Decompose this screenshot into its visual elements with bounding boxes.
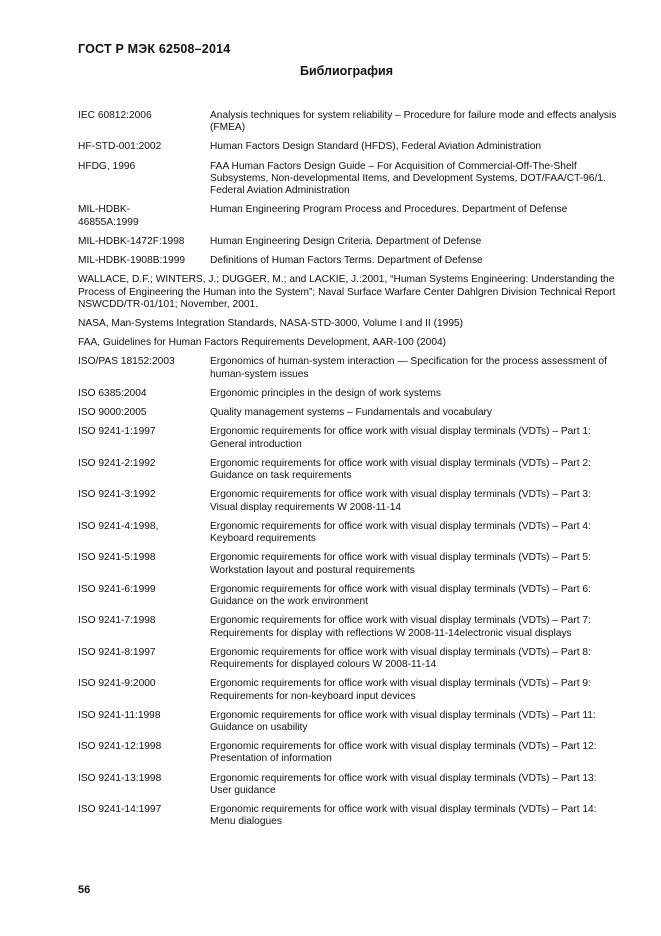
page-number: 56 <box>78 884 91 896</box>
entry-description: Human Engineering Program Process and Procedures. Department of Defense <box>210 204 568 216</box>
entry-code: HF-STD-001:2002 <box>78 141 162 153</box>
entry-code: ISO 9241-7:1998 <box>78 615 156 627</box>
entry-description: Analysis techniques for system reliability – Procedure for failure mode and effects analysis (FMEA) <box>210 110 617 134</box>
entry-description: Ergonomic principles in the design of work systems <box>210 387 442 399</box>
entry-code: ISO 9000:2005 <box>78 407 147 419</box>
bibliography-entry-full: NASA, Man-Systems Integration Standards, NASA-STD-3000, Volume I and II (1995) <box>78 318 464 330</box>
entry-description: Ergonomic requirements for office work with visual display terminals (VDTs) – Part 12: Presentation of information <box>210 741 597 765</box>
bibliography-entry <box>78 678 618 703</box>
bibliography-entry <box>78 584 618 609</box>
entry-description: Ergonomics of human-system interaction — Specification for the process assessment of human-system issues <box>210 356 607 380</box>
entry-code: ISO 9241-1:1997 <box>78 426 156 438</box>
bibliography-entry <box>78 773 618 798</box>
entry-description: Definitions of Human Factors Terms. Department of Defense <box>210 255 483 267</box>
entry-code: ISO 6385:2004 <box>78 387 147 399</box>
bibliography-entry <box>78 388 618 400</box>
entry-description: Ergonomic requirements for office work with visual display terminals (VDTs) – Part 3: Visual display requirements W 2008-11-14 <box>210 489 591 513</box>
bibliography-entry <box>78 521 618 546</box>
entry-description: Ergonomic requirements for office work with visual display terminals (VDTs) – Part 11: Guidance on usability <box>210 709 596 733</box>
entry-description: Ergonomic requirements for office work with visual display terminals (VDTs) – Part 9: Requirements for non-keyboard input devices <box>210 678 591 702</box>
bibliography-entry-full: FAA, Guidelines for Human Factors Requirements Development, AAR-100 (2004) <box>78 337 447 349</box>
entry-code: ISO 9241-13:1998 <box>78 772 162 784</box>
entry-code: MIL-HDBK-1472F:1998 <box>78 235 185 247</box>
bibliography-entry <box>78 426 618 451</box>
bibliography-entry <box>78 647 618 672</box>
bibliography-entry <box>78 110 618 135</box>
bibliography-entry <box>78 356 618 381</box>
entry-code: ISO 9241-9:2000 <box>78 678 156 690</box>
entry-code: ISO 9241-11:1998 <box>78 709 161 721</box>
entry-code: IEC 60812:2006 <box>78 110 152 121</box>
entry-code: HFDG, 1996 <box>78 160 136 172</box>
entry-description: Ergonomic requirements for office work with visual display terminals (VDTs) – Part 7: Requirements for display with reflections W 2008-11-14electronic visual displays <box>210 615 591 639</box>
bibliography-entry <box>78 489 618 514</box>
entry-description: Ergonomic requirements for office work with visual display terminals (VDTs) – Part 5: Workstation layout and postural requirements <box>210 552 591 576</box>
bibliography-entry <box>78 710 618 735</box>
section-title <box>0 64 661 78</box>
bibliography-entry-full: WALLACE, D.F.; WINTERS, J.; DUGGER, M.; and LACKIE, J.:2001, “Human Systems Engineering: Understanding the Process of Engineering the Human into the System”; Naval Surface Warfare Center Dahlgren Division Technical Report NSWCDD/TR-01/101; November, 2001. <box>78 274 616 310</box>
entry-code: MIL-HDBK-46855A:1999 <box>78 204 139 228</box>
section-title-text: Библиография <box>299 64 394 78</box>
entry-description: Ergonomic requirements for office work with visual display terminals (VDTs) – Part 13: User guidance <box>210 772 597 796</box>
entry-description: Ergonomic requirements for office work with visual display terminals (VDTs) – Part 1: General introduction <box>210 426 591 450</box>
bibliography-entry <box>78 804 618 829</box>
entry-code: ISO 9241-3:1992 <box>78 489 156 501</box>
bibliography-entry <box>78 407 618 419</box>
bibliography-list <box>78 110 618 836</box>
entry-description: Ergonomic requirements for office work with visual display terminals (VDTs) – Part 14: Menu dialogues <box>210 804 597 828</box>
bibliography-entry <box>78 204 618 229</box>
entry-description: Ergonomic requirements for office work with visual display terminals (VDTs) – Part 2: Guidance on task requirements <box>210 457 591 482</box>
document-header: ГОСТ Р МЭК 62508–2014 <box>78 42 231 56</box>
bibliography-entry <box>78 458 618 483</box>
entry-code: MIL-HDBK-1908B:1999 <box>78 255 186 267</box>
entry-code: ISO 9241-6:1999 <box>78 583 156 595</box>
entry-description: Ergonomic requirements for office work with visual display terminals (VDTs) – Part 4: Keyboard requirements <box>210 520 591 545</box>
entry-code: ISO 9241-4:1998, <box>78 520 159 532</box>
bibliography-entry <box>78 615 618 640</box>
bibliography-entry <box>78 141 618 153</box>
bibliography-entry <box>78 552 618 577</box>
entry-code: ISO 9241-5:1998 <box>78 552 156 564</box>
entry-code: ISO/PAS 18152:2003 <box>78 356 175 368</box>
entry-code: ISO 9241-2:1992 <box>78 457 156 469</box>
bibliography-entry <box>78 161 618 198</box>
entry-description: Quality management systems – Fundamentals and vocabulary <box>210 407 492 419</box>
bibliography-entry <box>78 255 618 267</box>
entry-description: Human Engineering Design Criteria. Department of Defense <box>210 235 482 247</box>
entry-description: FAA Human Factors Design Guide – For Acquisition of Commercial-Off-The-Shelf Subsystems, Non-developmental Items, and Development Systems, DOT/FAA/CT-96/1. Federal Aviation Administration <box>210 160 606 197</box>
bibliography-entry <box>78 236 618 248</box>
entry-description: Ergonomic requirements for office work with visual display terminals (VDTs) – Part 8: Requirements for displayed colours W 2008-11-14 <box>210 646 591 671</box>
entry-code: ISO 9241-8:1997 <box>78 646 156 658</box>
entry-code: ISO 9241-14:1997 <box>78 804 162 816</box>
entry-description: Human Factors Design Standard (HFDS), Federal Aviation Administration <box>210 141 542 153</box>
bibliography-entry <box>78 741 618 766</box>
entry-description: Ergonomic requirements for office work with visual display terminals (VDTs) – Part 6: Guidance on the work environment <box>210 583 591 608</box>
entry-code: ISO 9241-12:1998 <box>78 741 162 753</box>
